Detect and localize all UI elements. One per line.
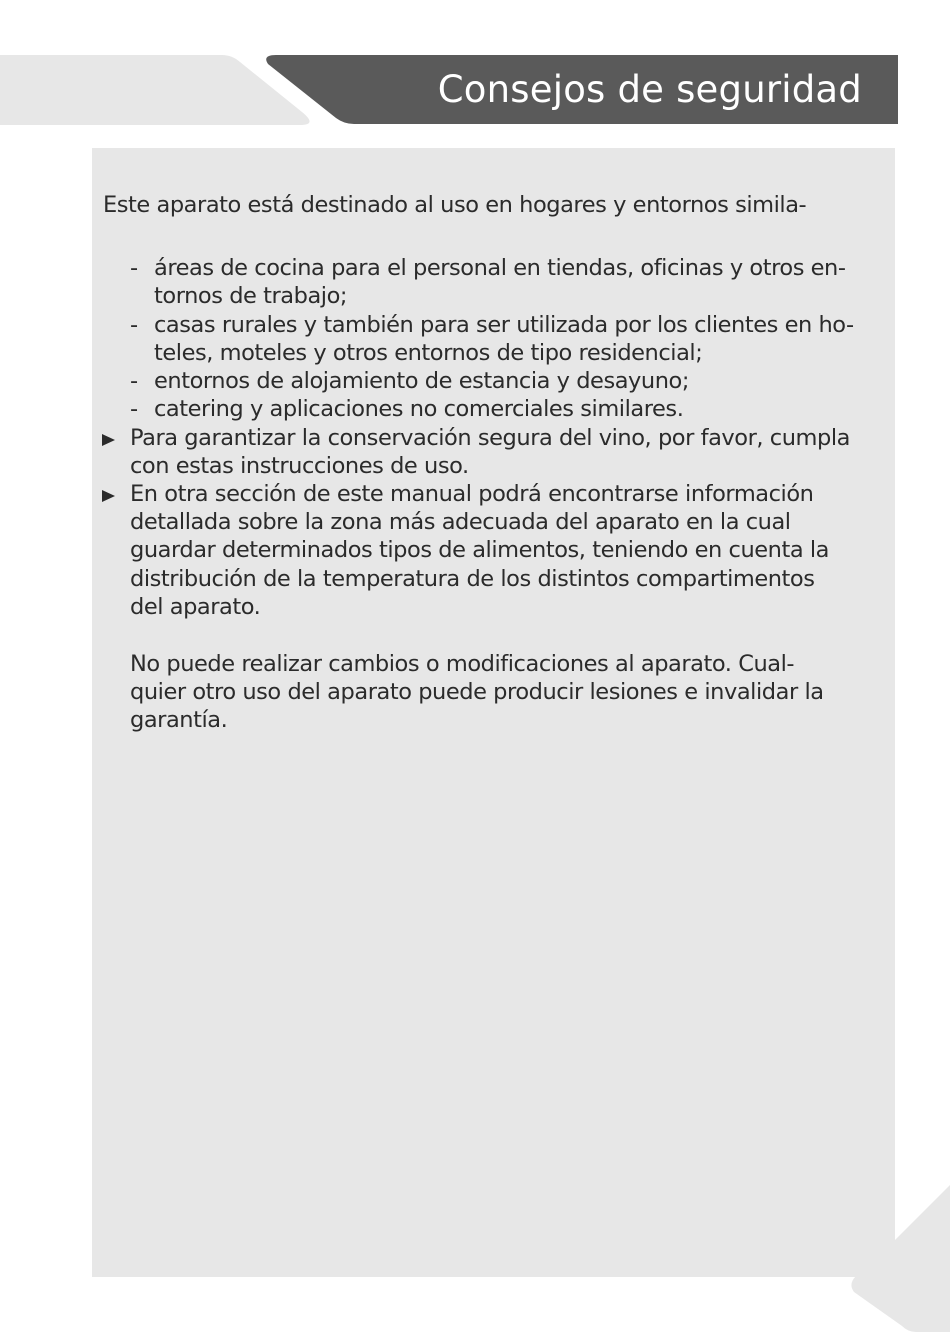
page-title: Consejos de seguridad [437,68,862,111]
bullet-item [102,424,892,480]
dash-bullet: - [130,368,138,394]
list-item [130,254,890,310]
list-item [130,395,890,423]
dash-bullet: - [130,396,138,422]
list-item [130,311,890,367]
triangle-bullet-icon [102,490,115,502]
bullet-item-line: Para garantizar la conservación segura del vino, por favor, cumpla [130,425,850,451]
dash-bullet: - [130,255,138,281]
list-item-line: casas rurales y también para ser utilizada por los clientes en ho- [154,312,854,338]
list-item-line: teles, moteles y otros entornos de tipo residencial; [154,340,703,367]
intro-paragraph: Este aparato está destinado al uso en hogares y entornos simila- [103,192,807,218]
closing-line: No puede realizar cambios o modificaciones al aparato. Cual- [130,651,795,677]
list-item-line: entornos de alojamiento de estancia y desayuno; [154,368,689,394]
dash-bullet: - [130,312,138,338]
bullet-item-line: En otra sección de este manual podrá encontrarse información [130,481,814,507]
bullet-item-line: detallada sobre la zona más adecuada del aparato en la cual [130,509,791,536]
list-item-line: tornos de trabajo; [154,283,348,310]
closing-line: garantía. [130,707,228,734]
closing-paragraph [130,650,890,735]
bullet-item-line: con estas instrucciones de uso. [130,453,469,480]
closing-line: quier otro uso del aparato puede producir lesiones e invalidar la [130,679,824,706]
list-item [130,367,890,395]
triangle-bullet-icon [102,434,115,446]
list-item-line: áreas de cocina para el personal en tiendas, oficinas y otros en- [154,255,846,281]
bullet-item-line: del aparato. [130,593,261,620]
bullet-item-line: distribución de la temperatura de los distintos compartimentos [130,565,815,592]
corner-decoration-bottom [850,1276,950,1332]
bullet-item-line: guardar determinados tipos de alimentos, teniendo en cuenta la [130,537,830,564]
list-item-line: catering y aplicaciones no comerciales similares. [154,396,684,422]
bullet-item [102,480,892,621]
